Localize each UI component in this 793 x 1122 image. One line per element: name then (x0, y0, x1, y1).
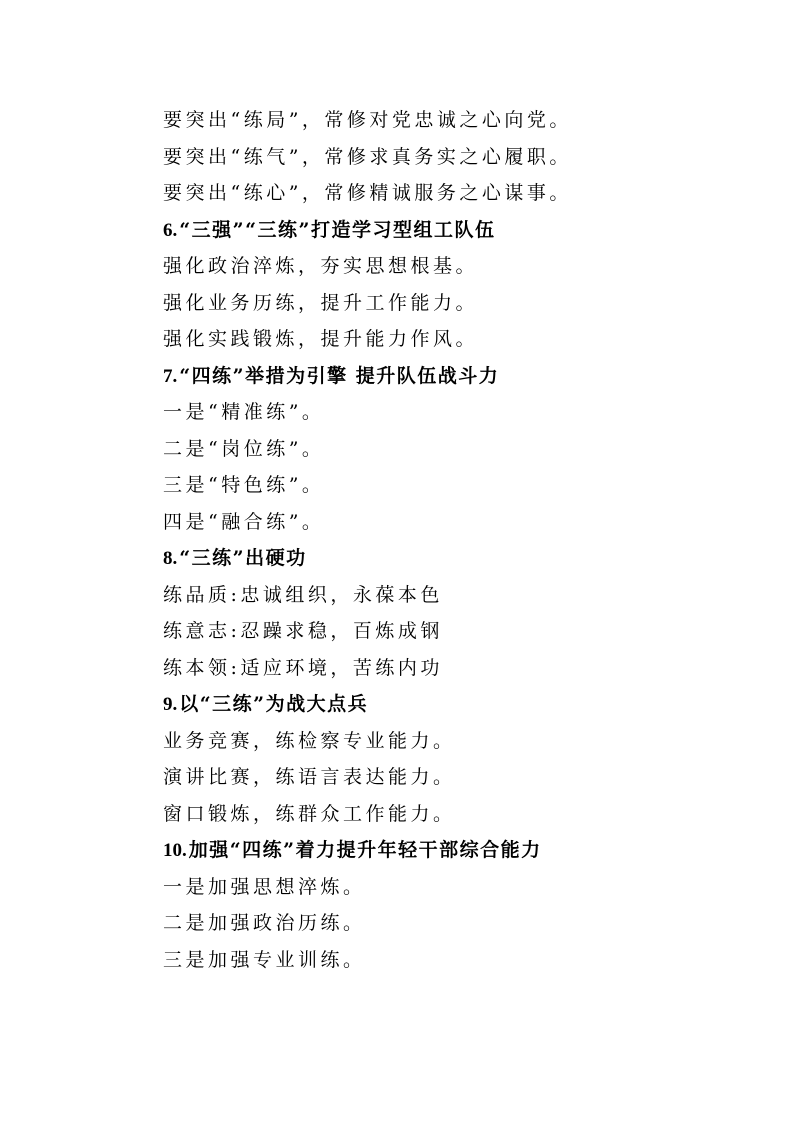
section-heading-9 (163, 686, 763, 723)
paragraph: 三是“特色练”。 (163, 474, 325, 496)
paragraph: 三是加强专业训练。 (163, 948, 366, 971)
heading-text: “三练”出硬功 (179, 547, 307, 569)
paragraph: 演讲比赛，练语言表达能力。 (163, 766, 456, 788)
paragraph: 二是加强政治历练。 (163, 912, 366, 934)
section-heading-6 (163, 212, 763, 249)
heading-number: 6. (163, 219, 178, 241)
heading-text: “三强”“三练”打造学习型组工队伍 (179, 218, 496, 241)
document-body (163, 102, 763, 978)
paragraph: 要突出“练心”，常修精诚服务之心谋事。 (163, 182, 572, 204)
paragraph: 二是“岗位练”。 (163, 437, 325, 460)
paragraph: 强化业务历练，提升工作能力。 (163, 291, 479, 314)
paragraph: 练意志:忍躁求稳，百炼成钢 (163, 620, 443, 642)
section-heading-8 (163, 540, 763, 577)
heading-number: 8. (163, 548, 178, 569)
heading-text: 加强“四练”着力提升年轻干部综合能力 (188, 839, 542, 861)
paragraph: 强化实践锻炼，提升能力作风。 (163, 328, 479, 350)
paragraph: 业务竞赛，练检察专业能力。 (163, 729, 456, 752)
paragraph: 练品质:忠诚组织，永葆本色 (163, 583, 443, 606)
heading-text: 以“三练”为战大点兵 (179, 693, 369, 715)
heading-number: 10. (163, 840, 187, 861)
section-heading-10 (163, 832, 763, 869)
paragraph: 要突出“练气”，常修求真务实之心履职。 (163, 145, 572, 168)
paragraph: 窗口锻炼，练群众工作能力。 (163, 802, 456, 825)
paragraph: 练本领:适应环境，苦练内功 (163, 656, 443, 679)
heading-number: 7. (163, 365, 178, 387)
paragraph: 一是加强思想淬炼。 (163, 875, 366, 898)
paragraph: 要突出“练局”，常修对党忠诚之心向党。 (163, 109, 572, 131)
paragraph: 四是“融合练”。 (163, 510, 325, 533)
paragraph: 强化政治淬炼，夯实思想根基。 (163, 255, 479, 277)
heading-number: 9. (163, 694, 178, 715)
heading-text: “四练”举措为引擎 提升队伍战斗力 (179, 364, 500, 387)
section-heading-7 (163, 358, 763, 395)
paragraph: 一是“精准练”。 (163, 401, 325, 423)
